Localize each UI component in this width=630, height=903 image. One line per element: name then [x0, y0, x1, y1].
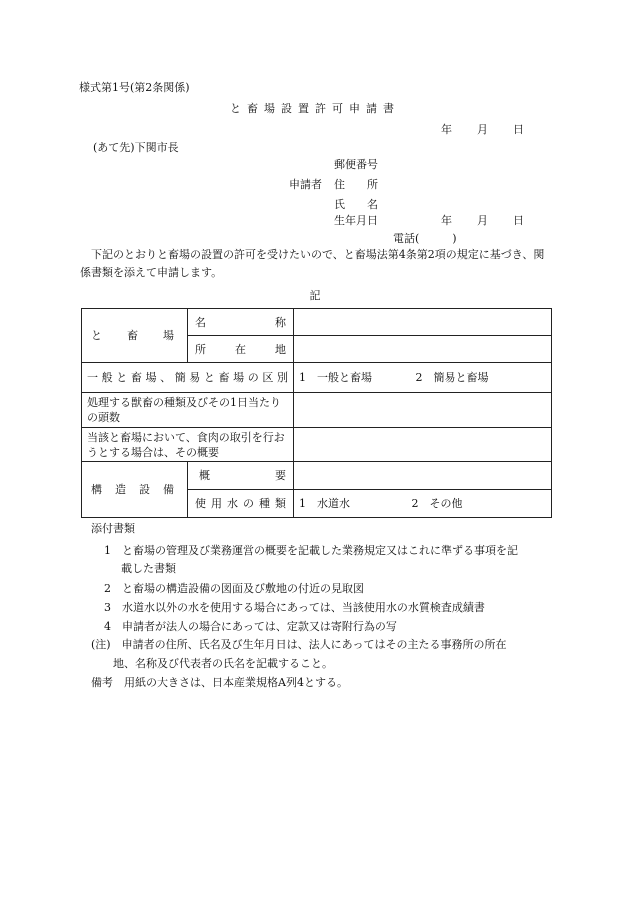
postal-label: 郵便番号	[334, 158, 378, 171]
birth-day: 日	[513, 214, 524, 227]
attachment-item-1: 1 と畜場の管理及び業務運営の概要を記載した業務規定又はこれに準ずる事項を記	[104, 544, 518, 557]
overview-value-cell[interactable]	[294, 462, 552, 490]
overview-label: 概要	[188, 462, 294, 490]
water-value-cell[interactable]	[294, 490, 552, 518]
water-label: 使用水の種類	[188, 490, 294, 518]
meat-trade-value-cell[interactable]	[294, 428, 552, 462]
application-table	[81, 308, 552, 518]
attachment-item-2: 2 と畜場の構造設備の図面及び敷地の付近の見取図	[104, 582, 364, 595]
form-number: 様式第1号(第2条関係)	[79, 81, 190, 94]
classification-value-cell[interactable]	[294, 363, 552, 393]
classification-label: 一般と畜場、簡易と畜場の区別	[82, 363, 294, 393]
attachment-item-4: 4 申請者が法人の場合にあっては、定款又は寄附行為の写	[104, 620, 397, 633]
name-value-cell[interactable]	[294, 309, 552, 336]
date-month: 月	[477, 123, 488, 136]
applicant-label: 申請者	[289, 178, 322, 191]
note-line-1: (注) 申請者の住所、氏名及び生年月日は、法人にあってはその主たる事務所の所在	[91, 638, 507, 651]
birth-label: 生年月日	[334, 214, 378, 227]
intro-text: 下記のとおりと畜場の設置の許可を受けたいので、と畜場法第4条第2項の規定に基づき、関係書類を添えて申請します。	[80, 248, 545, 279]
tochikujo-label: と畜場	[82, 309, 188, 363]
note-line-2: 地、名称及び代表者の氏名を記載すること。	[113, 657, 333, 670]
attachments-heading: 添付書類	[91, 522, 135, 535]
attachment-item-1-cont: 載した書類	[121, 562, 176, 575]
species-label: 処理する獣畜の種類及びその1日当たりの頭数	[82, 393, 294, 428]
ki-heading: 記	[309, 289, 321, 302]
name-label: 氏 名	[334, 198, 378, 211]
address-label: 住 所	[334, 178, 378, 191]
location-value-cell[interactable]	[294, 336, 552, 363]
class-option-simple[interactable]: 2 簡易と畜場	[415, 371, 489, 384]
class-option-general[interactable]: 1 一般と畜場	[299, 371, 372, 384]
addressee: (あて先)下関市長	[93, 141, 179, 154]
water-option-other[interactable]: 2 その他	[411, 497, 463, 510]
birth-month: 月	[477, 214, 488, 227]
attachment-item-3: 3 水道水以外の水を使用する場合にあっては、当該使用水の水質検査成績書	[104, 601, 485, 614]
structure-label: 構造設備	[82, 462, 188, 518]
name-cell-label: 名称	[188, 309, 294, 336]
phone-label: 電話( )	[393, 232, 457, 245]
species-value-cell[interactable]	[294, 393, 552, 428]
date-day: 日	[513, 123, 524, 136]
location-cell-label: 所在地	[188, 336, 294, 363]
birth-year: 年	[441, 214, 452, 227]
document-title: と畜場設置許可申請書	[230, 102, 400, 115]
remarks: 備考 用紙の大きさは、日本産業規格A列4とする。	[91, 676, 348, 689]
water-option-tap[interactable]: 1 水道水	[299, 497, 350, 510]
date-year: 年	[441, 123, 452, 136]
meat-trade-label: 当該と畜場において、食肉の取引を行おうとする場合は、その概要	[82, 428, 294, 462]
